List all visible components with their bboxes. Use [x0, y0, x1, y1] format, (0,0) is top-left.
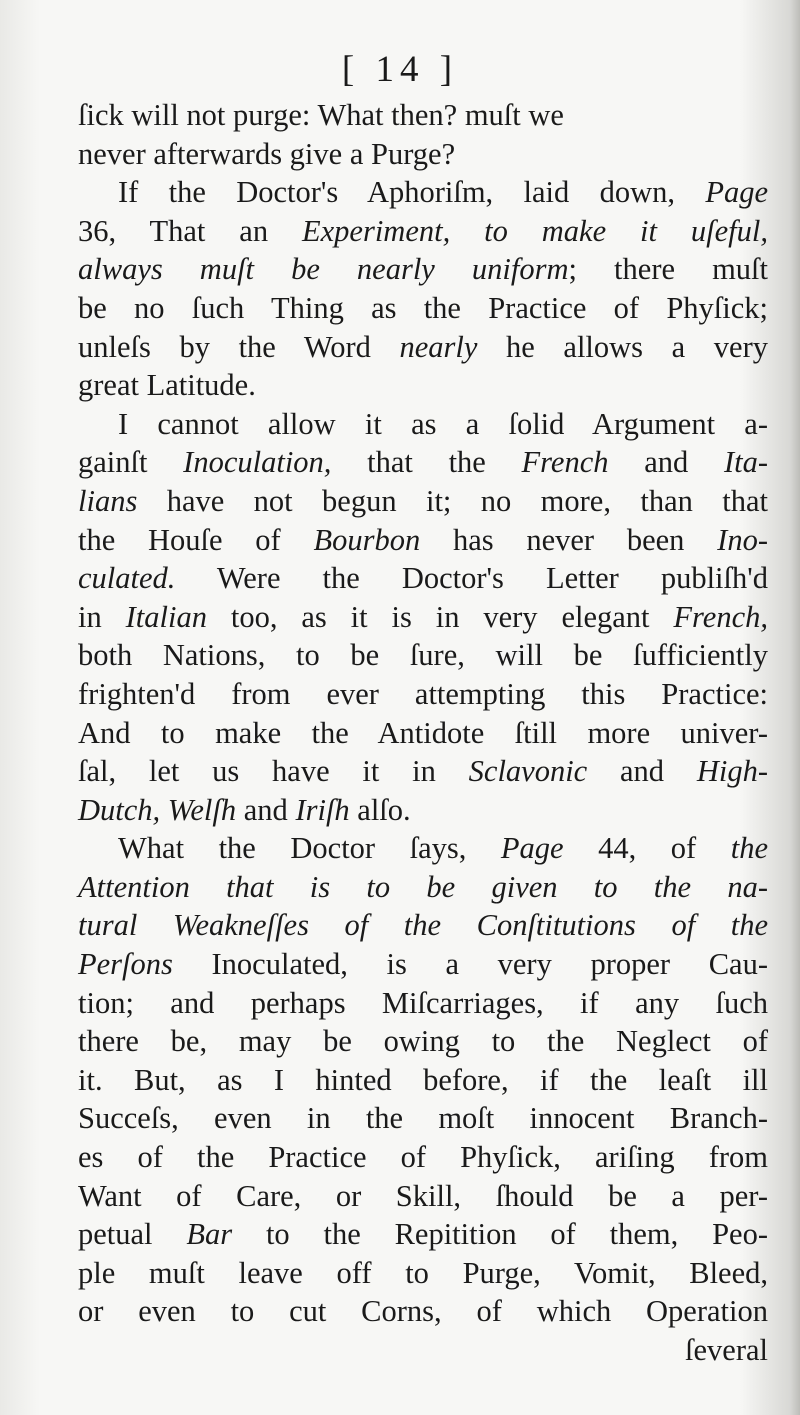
italic-text: Page [500, 831, 564, 866]
text-line [78, 752, 768, 791]
text-segment: Were the Doctor's Letter publiſh'd [175, 561, 768, 596]
italic-text: Italian [125, 599, 207, 634]
text-segment: great Latitude. [78, 368, 256, 403]
text-line [78, 984, 768, 1023]
text-segment: What the Doctor ſays, [118, 831, 501, 866]
italic-text: Bar [186, 1217, 233, 1252]
text-line [78, 714, 768, 753]
text-segment: Succeſs, even in the moſt innocent Branch- [78, 1101, 768, 1136]
text-segment: Inoculated, is a very proper Cau- [172, 947, 768, 982]
text-segment: and [587, 754, 697, 789]
italic-text: Attention that is to be given to the na- [78, 869, 768, 904]
text-segment: es of the Practice of Phyſick, ariſing from [78, 1140, 768, 1175]
text-line [78, 289, 768, 328]
text-segment: have not begun it; no more, than that [137, 483, 768, 518]
text-line [78, 1138, 768, 1177]
italic-text: the [730, 831, 768, 866]
italic-text: tural Weakneſſes of the Conſtitutions of the [78, 908, 768, 943]
text-line [78, 1022, 768, 1061]
italic-text: French [521, 445, 609, 480]
text-line [78, 250, 768, 289]
text-line [78, 675, 768, 714]
text-line [78, 1254, 768, 1293]
text-segment: ſick will not purge: What then? muſt we [78, 98, 564, 132]
text-segment: alſo. [349, 792, 411, 827]
text-segment: it. But, as I hinted before, if the leaſt ill [78, 1062, 768, 1097]
text-segment: 44, of [563, 831, 731, 866]
text-line [78, 482, 768, 521]
text-segment: ple muſt leave off to Purge, Vomit, Bleed, [78, 1255, 768, 1290]
italic-text: always muſt be nearly uniform [78, 252, 569, 287]
text-segment: there be, may be owing to the Neglect of [78, 1024, 768, 1059]
italic-text: Ita- [723, 445, 768, 480]
text-segment: frighten'd from ever attempting this Practice: [78, 676, 768, 711]
text-segment: and [236, 792, 296, 827]
text-line [78, 1292, 768, 1331]
text-segment: unleſs by the Word [78, 329, 400, 364]
text-line [78, 945, 768, 984]
italic-text: French, [673, 599, 768, 634]
text-segment: that the [331, 445, 522, 480]
text-segment: or even to cut Corns, of which Operation [78, 1294, 768, 1329]
text-line [78, 521, 768, 560]
text-segment: to the Repitition of them, Peo- [232, 1217, 768, 1252]
text-line [78, 96, 768, 135]
text-line [78, 906, 768, 945]
text-line [78, 1215, 768, 1254]
text-segment: too, as it is in very elegant [206, 599, 674, 634]
body-text [78, 96, 768, 1370]
text-line [78, 212, 768, 251]
text-segment: never afterwards give a Purge? [78, 136, 456, 171]
text-line [78, 559, 768, 598]
text-segment: 36, That an [78, 213, 302, 248]
italic-text: Bourbon [313, 522, 421, 557]
text-line [78, 791, 768, 830]
text-line [78, 868, 768, 907]
italic-text: culated. [78, 561, 176, 596]
italic-text: Experiment, to make it uſeful, [302, 213, 768, 248]
text-line [78, 636, 768, 675]
text-segment: ſal, let us have it in [78, 754, 469, 789]
italic-text: Inoculation, [183, 445, 332, 480]
italic-text: High- [696, 754, 768, 789]
text-line [78, 1331, 768, 1370]
italic-text: nearly [399, 329, 478, 364]
italic-text: Perſons [78, 947, 173, 982]
italic-text: lians [78, 483, 138, 518]
text-line [78, 405, 768, 444]
page-number: [ 14 ] [341, 49, 459, 90]
text-line [78, 598, 768, 637]
text-segment: gainſt [78, 445, 184, 480]
text-segment: ſeveral [685, 1333, 768, 1367]
text-line [78, 829, 768, 868]
text-segment: he allows a very [477, 329, 768, 364]
text-line [78, 1099, 768, 1138]
text-line [78, 173, 768, 212]
text-segment: and [608, 445, 724, 480]
text-segment: in [78, 599, 126, 634]
text-segment: tion; and perhaps Miſcarriages, if any ſuch [78, 985, 768, 1020]
italic-text: Iriſh [295, 792, 350, 827]
text-line [78, 135, 768, 174]
italic-text: Ino- [717, 522, 768, 557]
text-segment: petual [78, 1217, 187, 1252]
text-segment: If the Doctor's Aphoriſm, laid down, [118, 175, 706, 210]
text-line [78, 1177, 768, 1216]
italic-text: Dutch, Welſh [78, 792, 237, 827]
text-segment: ; there muſt [568, 252, 768, 287]
italic-text: Sclavonic [468, 754, 588, 789]
text-segment: the Houſe of [78, 522, 314, 557]
text-line [78, 328, 768, 367]
text-segment: both Nations, to be ſure, will be ſufficiently [78, 638, 768, 673]
text-segment: Want of Care, or Skill, ſhould be a per- [78, 1178, 768, 1213]
text-line [78, 1061, 768, 1100]
text-line [78, 366, 768, 405]
text-segment: I cannot allow it as a ſolid Argument a- [118, 406, 768, 441]
italic-text: Page [705, 175, 768, 210]
text-segment: has never been [420, 522, 718, 557]
text-line [78, 443, 768, 482]
text-segment: be no ſuch Thing as the Practice of Phyſick; [78, 290, 768, 325]
text-segment: And to make the Antidote ſtill more univer- [78, 715, 768, 750]
